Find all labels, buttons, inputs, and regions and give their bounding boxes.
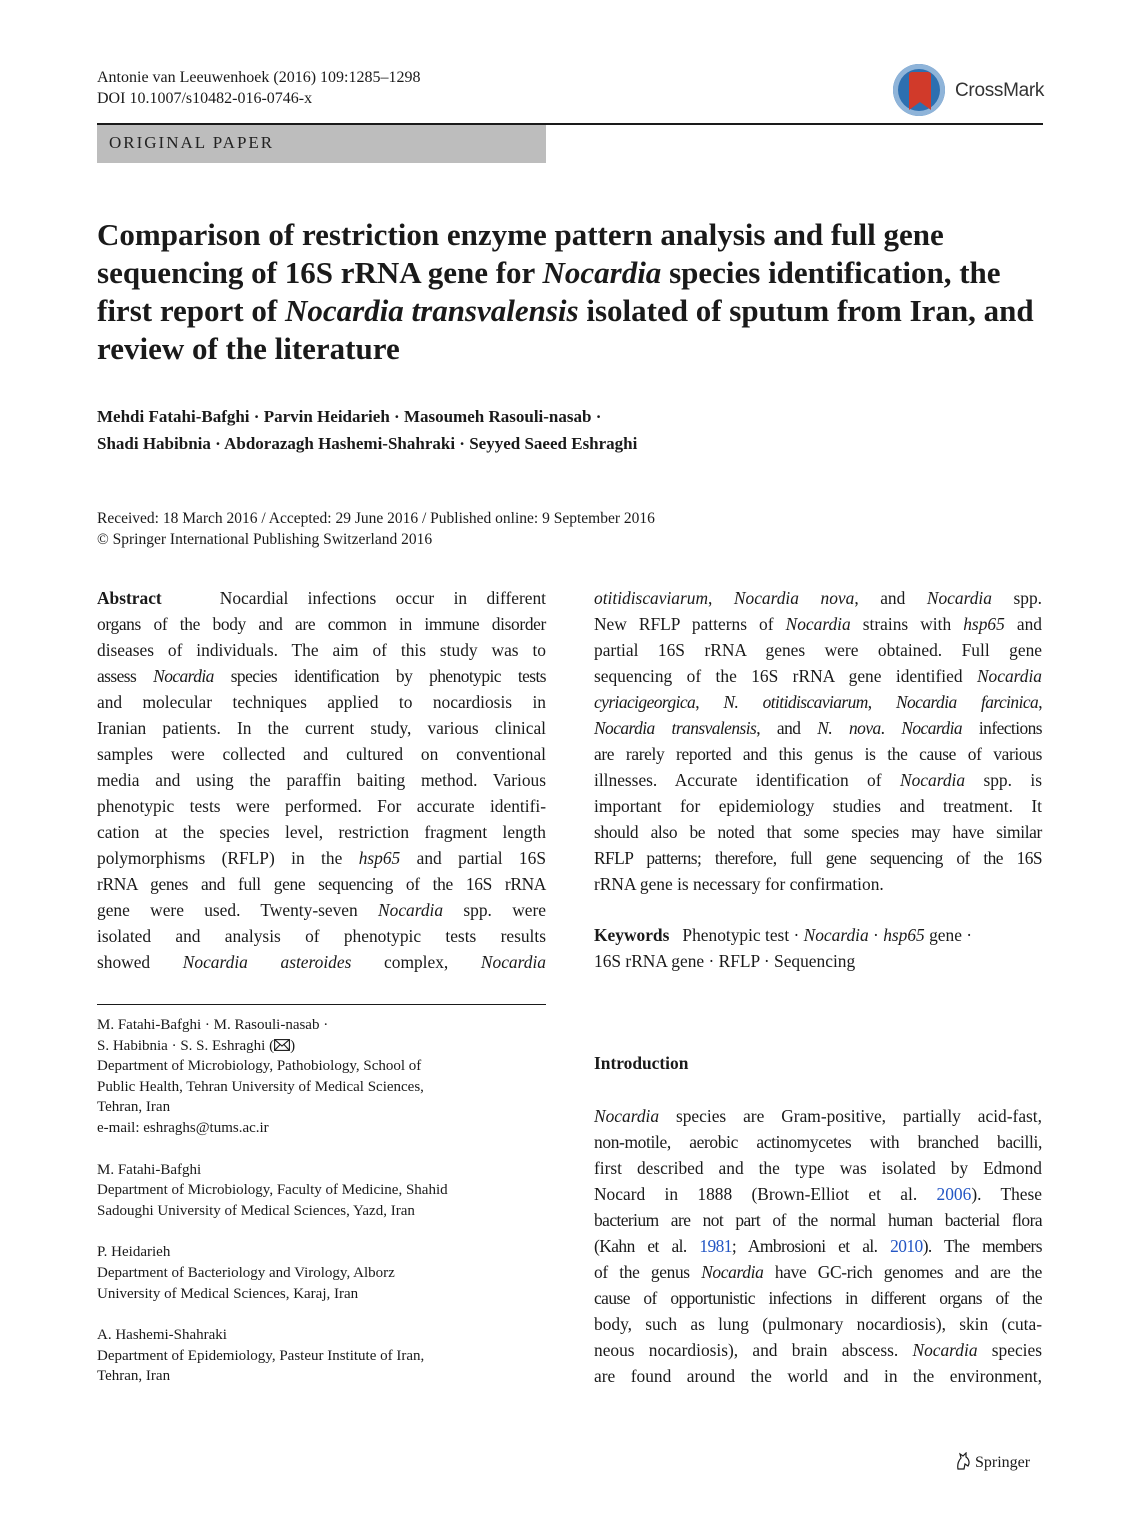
crossmark-icon	[893, 64, 945, 116]
abstract-line: organs of the body and are common in immune disorder	[97, 614, 546, 634]
author-line-2: Shadi Habibnia · Abdorazagh Hashemi-Shahraki · Seyyed Saeed Eshraghi	[97, 434, 638, 453]
publication-dates	[97, 508, 1037, 550]
journal-line: Antonie van Leeuwenhoek (2016) 109:1285–1298	[97, 69, 421, 86]
abstract-line: partial 16S rRNA genes were obtained. Full gene	[594, 640, 1042, 660]
abstract-line: Iranian patients. In the current study, various clinical	[97, 718, 546, 738]
keywords-heading: Keywords	[594, 925, 670, 945]
affiliation-block-1: M. Fatahi-Bafghi · M. Rasouli-nasab · S. Habibnia · S. S. Eshraghi ( ) Department of Microbiology, Pathobiology, School of Public Health, Tehran University of Medical Sciences, Tehran, Iran e-mail: eshraghs@tums.ac.ir	[97, 1015, 546, 1139]
copyright-line: © Springer International Publishing Switzerland 2016	[97, 531, 433, 548]
abstract-line: gene were used. Twenty-seven Nocardia spp. were	[97, 900, 546, 920]
journal-citation	[97, 67, 420, 109]
paper-title: Comparison of restriction enzyme pattern analysis and full gene sequencing of 16S rRNA gene for Nocardia species identification, the first report of Nocardia transvalensis isolated of sputum from Iran, and review of the literature	[97, 217, 1034, 366]
abstract-line: rRNA gene is necessary for confirmation.	[594, 874, 884, 894]
abstract-line: rRNA genes and full gene sequencing of the 16S rRNA	[97, 874, 546, 894]
author-line-1: Mehdi Fatahi-Bafghi · Parvin Heidarieh · Masoumeh Rasouli-nasab ·	[97, 407, 602, 426]
abstract-left-column	[97, 585, 546, 975]
intro-line: first described and the type was isolated by Edmond	[594, 1158, 1042, 1178]
introduction-text	[594, 1103, 1042, 1389]
abstract-line: RFLP patterns; therefore, full gene sequencing of the 16S	[594, 848, 1042, 868]
affiliation-rule	[97, 1004, 546, 1005]
abstract-line: assess Nocardia species identification by phenotypic tests	[97, 666, 547, 686]
envelope-icon	[274, 1039, 290, 1051]
intro-line: of the genus Nocardia have GC-rich genomes and are the	[594, 1262, 1042, 1282]
intro-line: cause of opportunistic infections in different organs of the	[594, 1288, 1042, 1308]
abstract-line: phenotypic tests were performed. For accurate identifi-	[97, 796, 546, 816]
introduction-heading: Introduction	[594, 1053, 689, 1073]
intro-line: non-motile, aerobic actinomycetes with branched bacilli,	[594, 1132, 1042, 1152]
intro-line: body, such as lung (pulmonary nocardiosis), skin (cuta-	[594, 1314, 1042, 1334]
author-list	[97, 403, 1037, 457]
abstract-line: Nocardia transvalensis, and N. nova. Nocardia infections	[594, 718, 1042, 738]
corresponding-email[interactable]: e-mail: eshraghs@tums.ac.ir	[97, 1119, 269, 1136]
abstract-line: sequencing of the 16S rRNA gene identified Nocardia	[594, 666, 1042, 686]
abstract-line: isolated and analysis of phenotypic tests results	[97, 926, 546, 946]
abstract-heading: Abstract	[97, 588, 162, 608]
abstract-line: cation at the species level, restriction fragment length	[97, 822, 546, 842]
abstract-line: diseases of individuals. The aim of this study was to	[97, 640, 546, 660]
intro-line: neous nocardiosis), and brain abscess. Nocardia species	[594, 1340, 1042, 1360]
section-badge	[97, 125, 546, 163]
intro-line: Nocardia species are Gram-positive, partially acid-fast,	[594, 1106, 1042, 1126]
abstract-right-column	[594, 585, 1042, 897]
intro-line: bacterium are not part of the normal human bacterial flora	[594, 1210, 1042, 1230]
abstract-line: illnesses. Accurate identification of Nocardia spp. is	[594, 770, 1042, 790]
springer-horse-icon	[955, 1452, 971, 1470]
publisher-logo	[955, 1452, 1030, 1472]
intro-line: are found around the world and in the environment,	[594, 1366, 1042, 1386]
intro-line: (Kahn et al. 1981; Ambrosioni et al. 2010). The members	[594, 1236, 1042, 1256]
citation-link[interactable]: 2006	[936, 1184, 972, 1204]
citation-link[interactable]: 2010	[890, 1236, 923, 1256]
keywords-line-1: Keywords Phenotypic test · Nocardia · hsp65 gene ·	[594, 925, 973, 945]
crossmark-label: CrossMark	[955, 80, 1045, 101]
history-line: Received: 18 March 2016 / Accepted: 29 June 2016 / Published online: 9 September 2016	[97, 510, 655, 527]
abstract-line: otitidiscaviarum, Nocardia nova, and Nocardia spp.	[594, 588, 1042, 608]
intro-line: Nocard in 1888 (Brown-Elliot et al. 2006). These	[594, 1184, 1042, 1204]
abstract-line: cyriacigeorgica, N. otitidiscaviarum, Nocardia farcinica,	[594, 692, 1042, 712]
abstract-line: important for epidemiology studies and treatment. It	[594, 796, 1042, 816]
abstract-line: polymorphisms (RFLP) in the hsp65 and partial 16S	[97, 848, 546, 868]
abstract-line: should also be noted that some species may have similar	[594, 822, 1042, 842]
affiliation-block-4: A. Hashemi-Shahraki Department of Epidemiology, Pasteur Institute of Iran, Tehran, Iran	[97, 1327, 425, 1385]
abstract-line: samples were collected and cultured on conventional	[97, 744, 546, 764]
abstract-line: media and using the paraffin baiting method. Various	[97, 770, 546, 790]
keywords	[594, 922, 1042, 974]
affiliations	[97, 1015, 546, 1408]
abstract-line: are rarely reported and this genus is the cause of various	[594, 744, 1042, 764]
affiliation-block-2: M. Fatahi-Bafghi Department of Microbiology, Faculty of Medicine, Shahid Sadoughi University of Medical Sciences, Yazd, Iran	[97, 1161, 448, 1219]
publisher-name: Springer	[975, 1454, 1031, 1471]
abstract-line: and molecular techniques applied to nocardiosis in	[97, 692, 546, 712]
affiliation-block-3: P. Heidarieh Department of Bacteriology and Virology, Alborz University of Medical Sciences, Karaj, Iran	[97, 1244, 395, 1302]
abstract-line: Abstract Nocardial infections occur in different	[97, 588, 546, 608]
abstract-line: showed Nocardia asteroides complex, Nocardia	[97, 952, 546, 972]
citation-link[interactable]: 1981	[699, 1236, 732, 1256]
abstract-line: New RFLP patterns of Nocardia strains with hsp65 and	[594, 614, 1042, 634]
keywords-line-2: 16S rRNA gene · RFLP · Sequencing	[594, 951, 856, 971]
doi-line: DOI 10.1007/s10482-016-0746-x	[97, 90, 313, 107]
section-badge-label: ORIGINAL PAPER	[109, 133, 275, 152]
crossmark-logo[interactable]	[893, 62, 1043, 118]
